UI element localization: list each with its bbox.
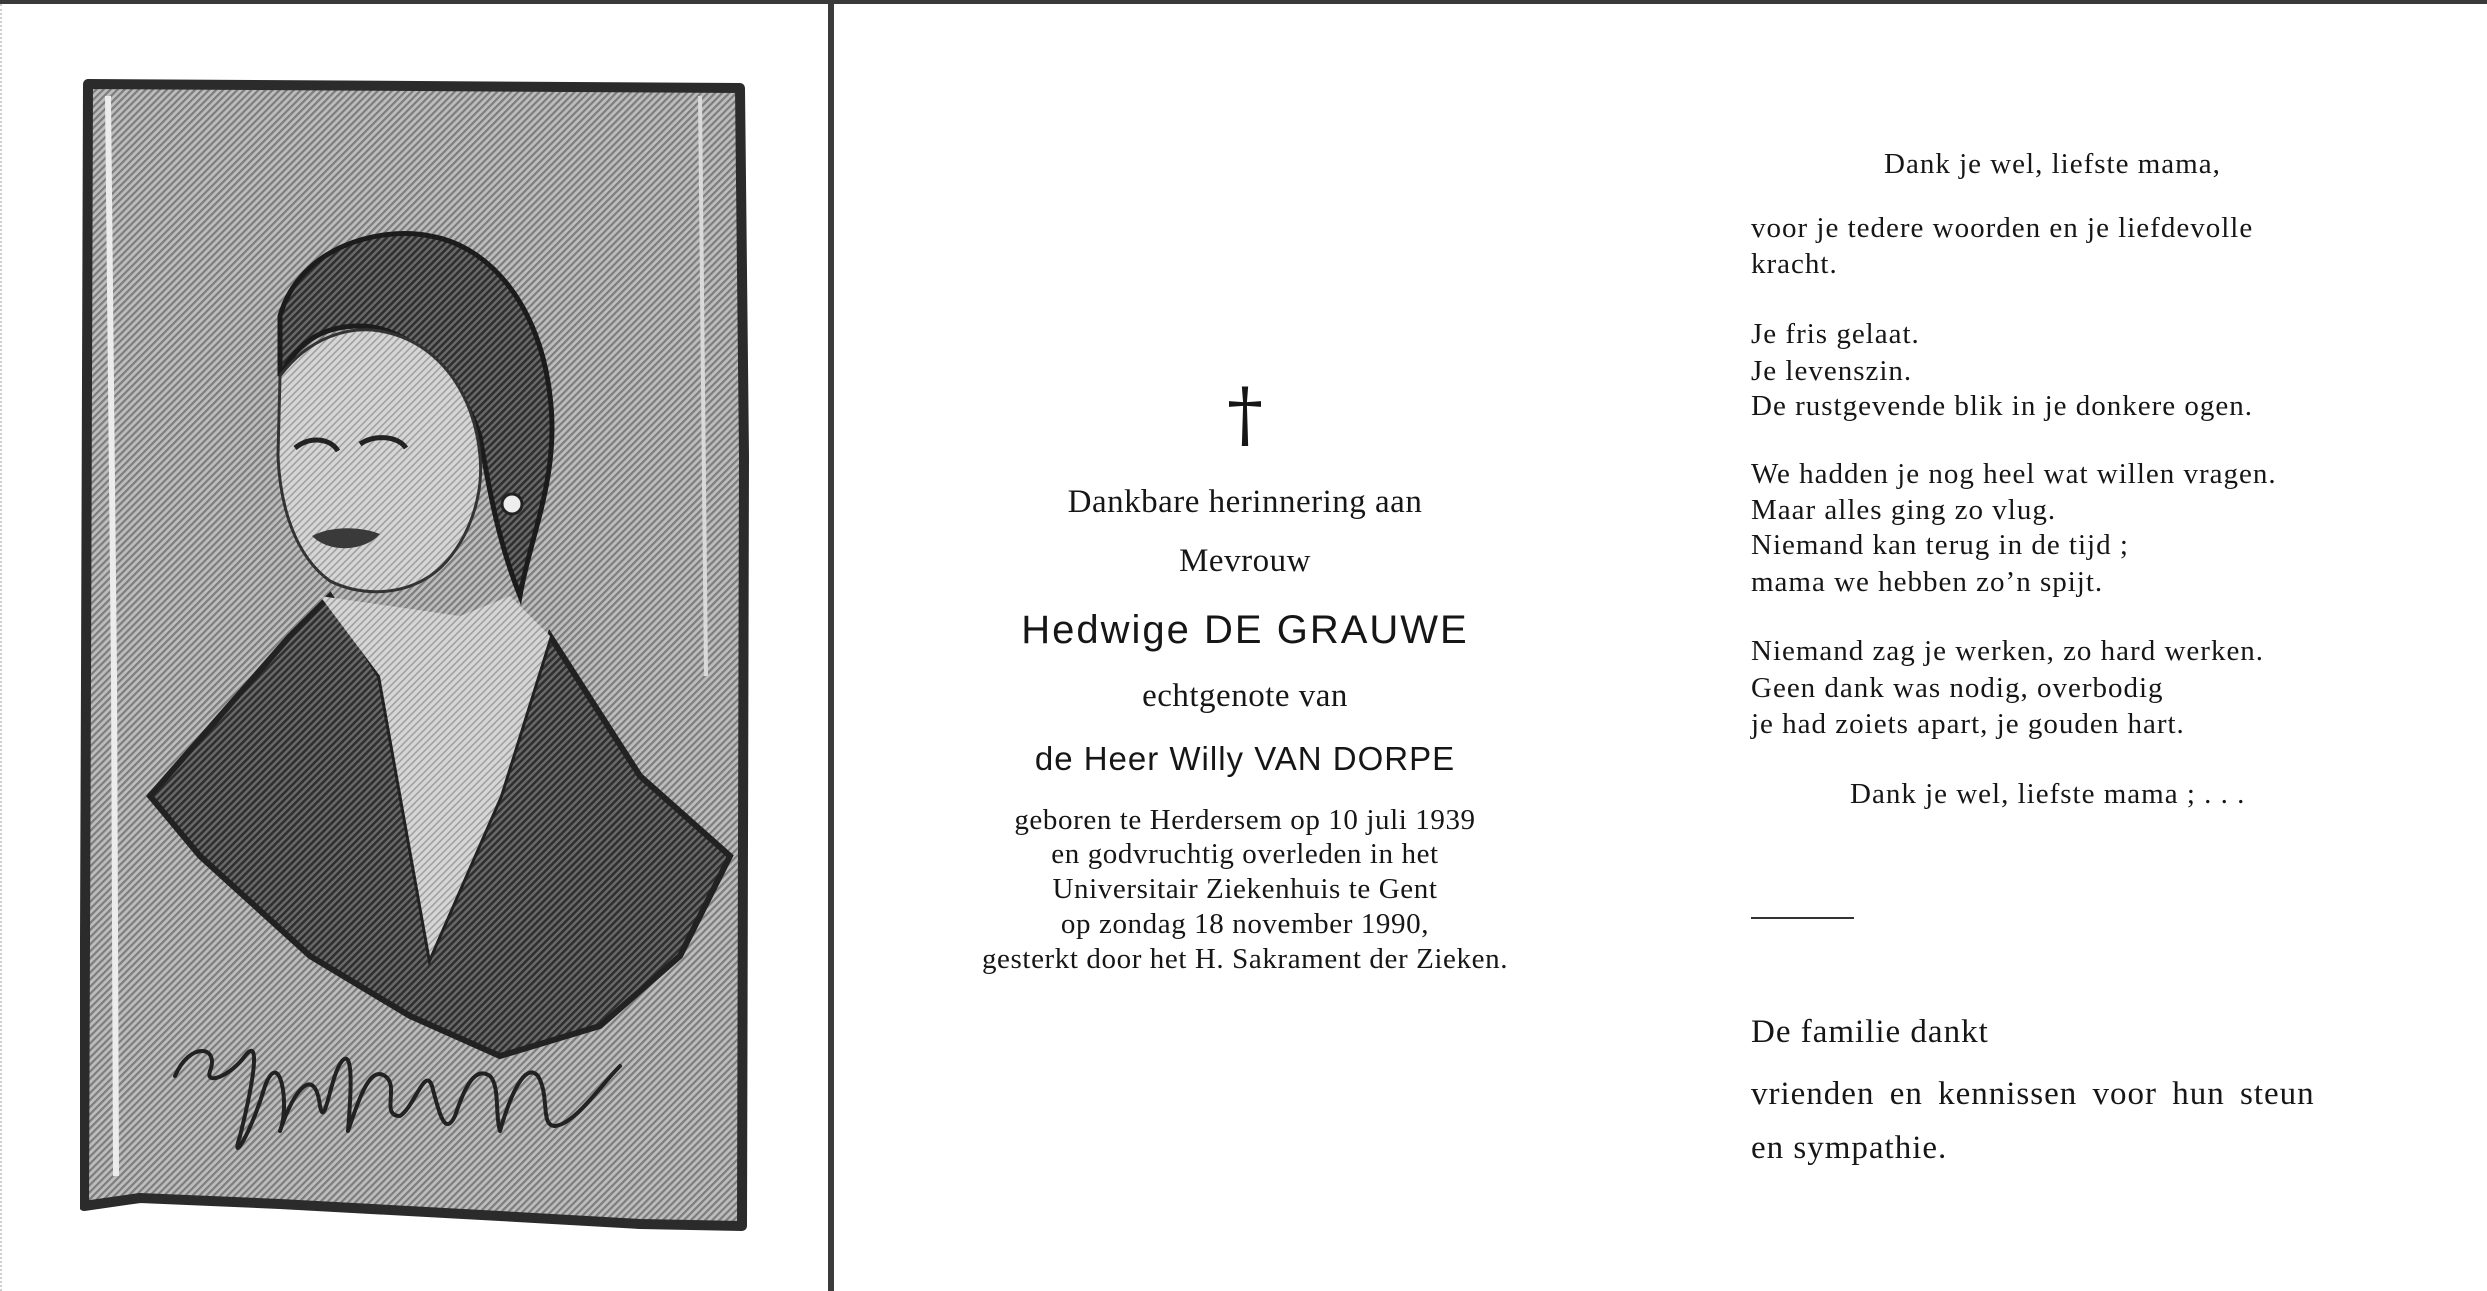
detail-line: en godvruchtig overleden in het [1051, 838, 1439, 870]
portrait-earring [502, 494, 522, 514]
portrait-drawing [80, 76, 752, 1238]
honorific: Mevrouw [1179, 543, 1311, 579]
poem-line: Je fris gelaat. [1751, 318, 1920, 350]
poem-line: Je levenszin. [1751, 355, 1913, 387]
portrait-panel [0, 4, 830, 1291]
relation-text: echtgenote van [1142, 678, 1348, 714]
poem-closing: Dank je wel, liefste mama ; . . . [1850, 778, 2246, 810]
detail-line: geboren te Herdersem op 10 juli 1939 [1014, 804, 1476, 836]
poem-line: We hadden je nog heel wat willen vragen. [1751, 458, 2277, 490]
thanks-line: De familie dankt [1751, 1014, 1989, 1050]
poem-line: Geen dank was nodig, overbodig [1751, 672, 2164, 704]
detail-line: op zondag 18 november 1990, [1060, 908, 1430, 940]
poem-line: Niemand kan terug in de tijd ; [1751, 529, 2129, 561]
poem-opening: Dank je wel, liefste mama, [1884, 148, 2221, 180]
text-panel [834, 0, 2487, 1291]
poem-line: Niemand zag je werken, zo hard werken. [1751, 635, 2265, 667]
poem-line: Maar alles ging zo vlug. [1751, 494, 2057, 526]
spouse-name: de Heer Willy VAN DORPE [1034, 740, 1456, 777]
poem-line: kracht. [1751, 248, 1838, 280]
separator-rule [1751, 917, 1854, 919]
intro-text: Dankbare herinnering aan [1067, 484, 1423, 520]
cross-icon: † [1227, 372, 1263, 456]
detail-line: gesterkt door het H. Sakrament der Zieken. [981, 943, 1509, 975]
thanks-line: vrienden en kennissen voor hun steun [1751, 1076, 2315, 1112]
detail-line: Universitair Ziekenhuis te Gent [1052, 873, 1438, 905]
poem-line: mama we hebben zo’n spijt. [1751, 566, 2104, 598]
poem-line: je had zoiets apart, je gouden hart. [1751, 708, 2185, 740]
deceased-name: Hedwige DE GRAUWE [1021, 608, 1469, 652]
thanks-line: en sympathie. [1751, 1130, 1948, 1166]
poem-line: voor je tedere woorden en je liefdevolle [1751, 212, 2254, 244]
poem-line: De rustgevende blik in je donkere ogen. [1751, 390, 2254, 422]
